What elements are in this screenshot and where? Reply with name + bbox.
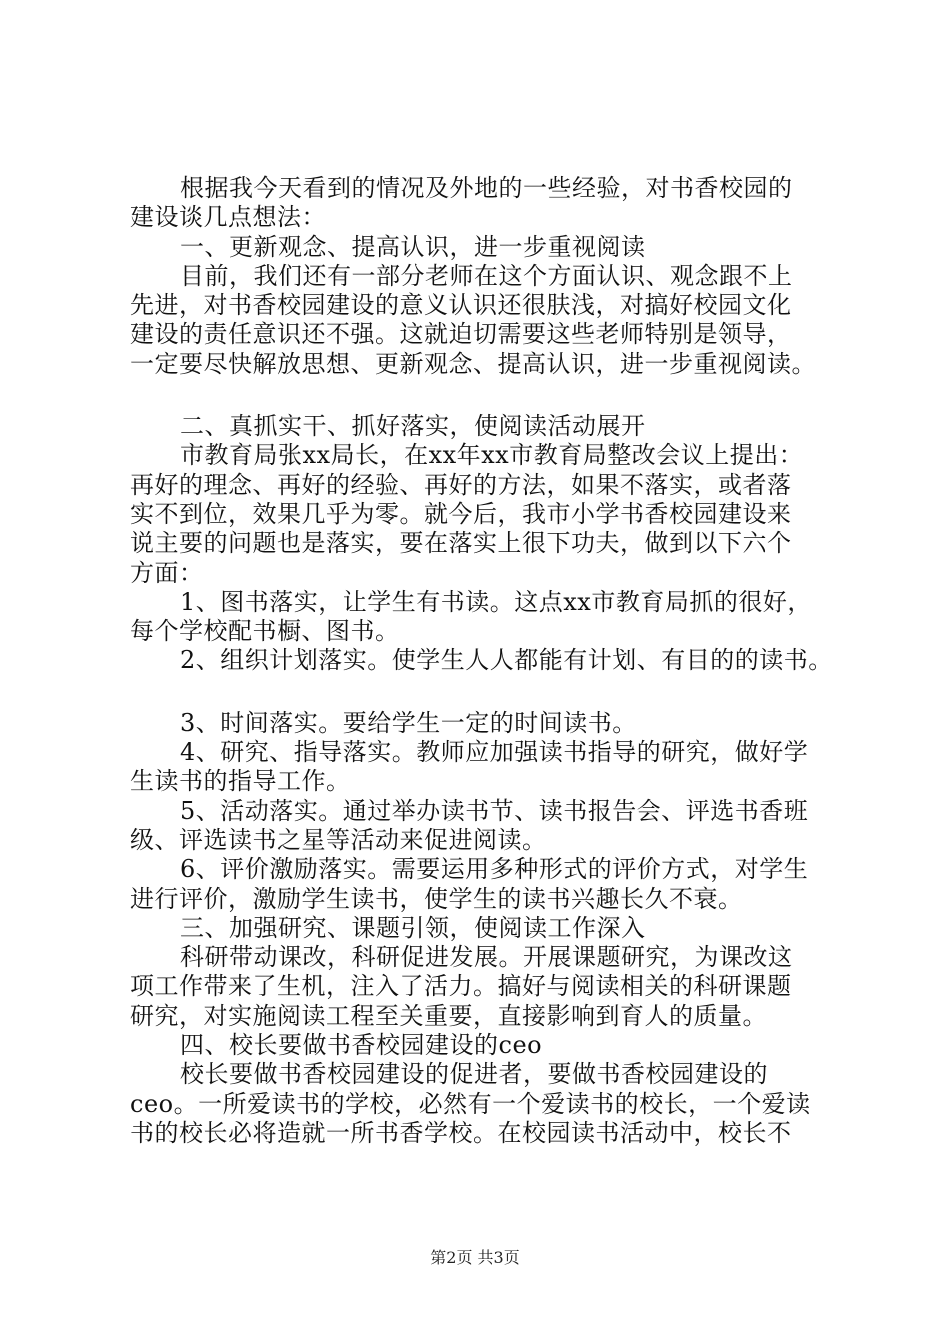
text-line: 进行评价，激励学生读书，使学生的读书兴趣长久不衰。: [130, 884, 743, 913]
text-line: 目前，我们还有一部分老师在这个方面认识、观念跟不上: [180, 261, 793, 290]
text-line: 科研带动课改，科研促进发展。开展课题研究，为课改这: [180, 943, 793, 972]
text-line: 实不到位，效果几乎为零。就今后，我市小学书香校园建设来: [130, 499, 792, 528]
section-heading-2: 二、真抓实干、抓好落实，使阅读活动展开: [180, 412, 646, 441]
list-item-3: 3、时间落实。要给学生一定的时间读书。: [180, 708, 637, 737]
text-line: 生读书的指导工作。: [130, 767, 351, 796]
list-item-2: 2、组织计划落实。使学生人人都能有计划、有目的的读书。: [180, 646, 833, 675]
section-heading-4: 四、校长要做书香校园建设的ceo: [180, 1031, 543, 1060]
paragraph-block-2: [130, 412, 842, 676]
list-item-5: 5、活动落实。通过举办读书节、读书报告会、评选书香班: [180, 796, 809, 825]
text-line: 再好的理念、再好的经验、再好的方法，如果不落实，或者落: [130, 470, 792, 499]
text-line: 方面：: [130, 558, 204, 587]
text-line: 根据我今天看到的情况及外地的一些经验，对书香校园的: [180, 174, 793, 202]
text-line: 一定要尽快解放思想、更新观念、提高认识，进一步重视阅读。: [130, 349, 816, 378]
text-line: 每个学校配书橱、图书。: [130, 617, 400, 646]
list-item-1: 1、图书落实，让学生有书读。这点xx市教育局抓的很好，: [180, 587, 812, 616]
paragraph-gap: [130, 676, 842, 709]
text-line: 建设的责任意识还不强。这就迫切需要这些老师特别是领导，: [130, 320, 792, 349]
list-item-4: 4、研究、指导落实。教师应加强读书指导的研究，做好学: [180, 738, 809, 767]
text-line: 校长要做书香校园建设的促进者，要做书香校园建设的: [180, 1060, 768, 1089]
text-line: 级、评选读书之星等活动来促进阅读。: [130, 825, 547, 854]
paragraph-block-1: [130, 174, 842, 379]
text-line: 研究，对实施阅读工程至关重要，直接影响到育人的质量。: [130, 1001, 767, 1030]
text-line: 说主要的问题也是落实，要在落实上很下功夫，做到以下六个: [130, 529, 792, 558]
text-line: 市教育局张xx局长，在xx年xx市教育局整改会议上提出：: [180, 441, 804, 470]
text-line: 书的校长必将造就一所书香学校。在校园读书活动中，校长不: [130, 1118, 792, 1147]
text-line: 建设谈几点想法：: [130, 203, 326, 232]
document-body: [130, 174, 842, 1148]
text-line: 先进，对书香校园建设的意义认识还很肤浅，对搞好校园文化: [130, 291, 792, 320]
paragraph-gap: [130, 379, 842, 412]
page-number-footer: 第2页 共3页: [430, 1248, 520, 1267]
section-heading-3: 三、加强研究、课题引领，使阅读工作深入: [180, 913, 646, 942]
list-item-6: 6、评价激励落实。需要运用多种形式的评价方式，对学生: [180, 855, 809, 884]
paragraph-block-3: [130, 709, 842, 1148]
text-line: 项工作带来了生机，注入了活力。搞好与阅读相关的科研课题: [130, 972, 792, 1001]
section-heading-1: 一、更新观念、提高认识，进一步重视阅读: [180, 232, 646, 261]
text-line: ceo。一所爱读书的学校，必然有一个爱读书的校长，一个爱读: [130, 1089, 811, 1118]
